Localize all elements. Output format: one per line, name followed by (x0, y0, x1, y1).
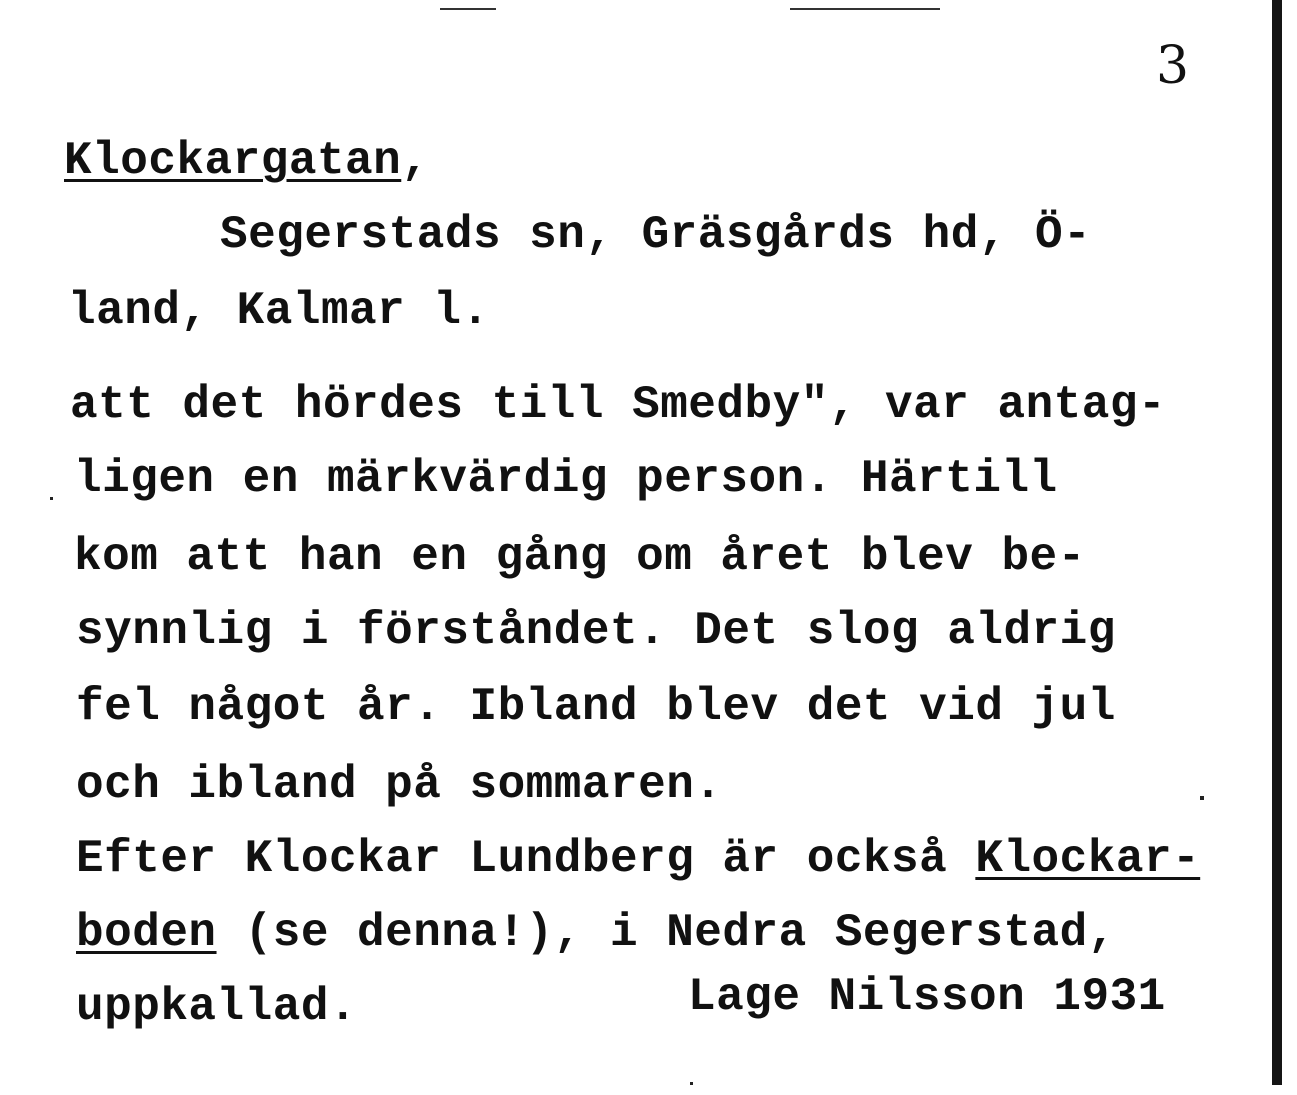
body-line-7 (76, 833, 1201, 885)
body-line-1-pre: att det hördes till (70, 379, 633, 431)
heading-word: Klockargatan (64, 135, 402, 187)
body-line-1-post: ", var antag- (800, 379, 1167, 431)
heading (64, 135, 430, 187)
signature: Lage Nilsson 1931 (688, 971, 1166, 1023)
body-line-7-pre: Efter Klockar Lundberg är också (76, 833, 976, 885)
body-line-3: kom att han en gång om året blev be- (74, 531, 1086, 583)
body-line-6: och ibland på sommaren. (76, 759, 723, 811)
body-line-8 (76, 907, 1116, 959)
scan-speck (690, 1082, 693, 1085)
body-line-9: uppkallad. (76, 981, 358, 1033)
location-line-1: Segerstads sn, Gräsgårds hd, Ö- (220, 209, 1092, 261)
reference-klockarboden-part1: Klockar- (975, 833, 1201, 885)
scan-speck (1200, 796, 1204, 800)
reference-klockarboden-part2: boden (76, 907, 217, 959)
body-line-4: synnlig i förståndet. Det slog aldrig (76, 605, 1116, 657)
place-name-smedby: Smedby (632, 379, 801, 431)
heading-punct: , (401, 135, 430, 187)
scan-mark (790, 8, 940, 10)
body-line-2: ligen en märkvärdig person. Härtill (74, 453, 1058, 505)
card-edge-shadow (1272, 0, 1282, 1085)
scan-mark (440, 8, 496, 10)
body-line-8-post: (se denna!), i Nedra Segerstad, (216, 907, 1116, 959)
body-line-1 (70, 379, 1167, 431)
location-line-2: land, Kalmar l. (68, 285, 490, 337)
scan-speck (50, 497, 53, 500)
page-number: 3 (1156, 36, 1190, 96)
body-line-5: fel något år. Ibland blev det vid jul (76, 681, 1116, 733)
